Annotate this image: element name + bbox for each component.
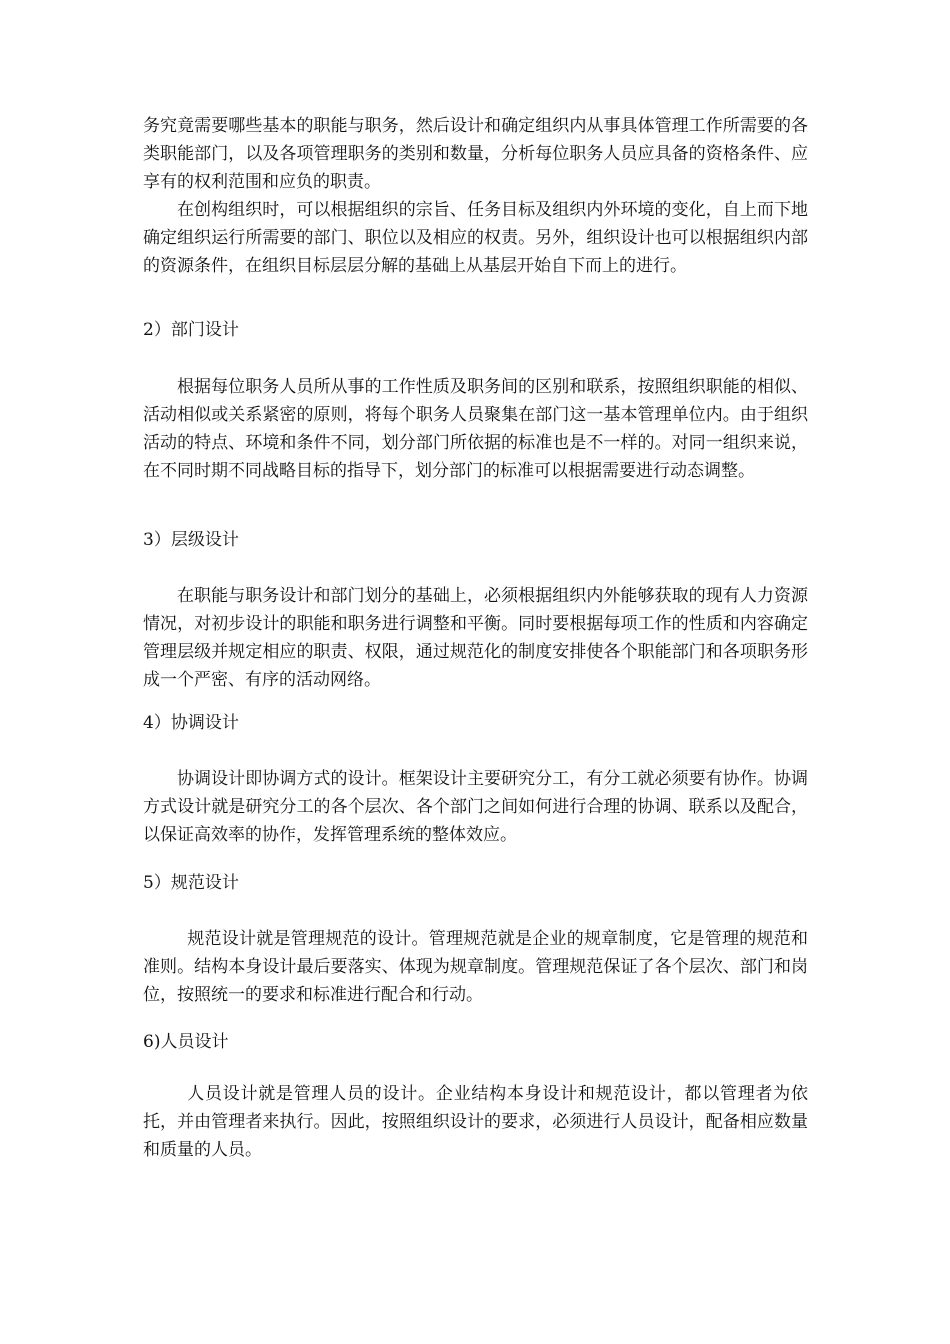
level-design-paragraph: 在职能与职务设计和部门划分的基础上，必须根据组织内外能够获取的现有人力资源情况，对初步设计的职能和职务进行调整和平衡。同时要根据每项工作的性质和内容确定管理层级并规定相应的职责、权限，通过规范化的制度安排使各个职能部门和各项职务形成一个严密、有序的活动网络。 — [143, 586, 808, 690]
section-heading-staff-design: 6)人员设计 — [143, 1032, 229, 1052]
section-heading-level-design: 3）层级设计 — [143, 530, 239, 550]
staff-design-paragraph: 人员设计就是管理人员的设计。企业结构本身设计和规范设计，都以管理者为依托，并由管理者来执行。因此，按照组织设计的要求，必须进行人员设计，配备相应数量和质量的人员。 — [143, 1084, 808, 1160]
section-heading-coordination-design: 4）协调设计 — [143, 713, 239, 733]
create-organization-paragraph: 在创构组织时，可以根据组织的宗旨、任务目标及组织内外环境的变化，自上而下地确定组织运行所需要的部门、职位以及相应的权责。另外，组织设计也可以根据组织内部的资源条件，在组织目标层层分解的基础上从基层开始自下而上的进行。 — [143, 200, 808, 276]
coordination-design-paragraph: 协调设计即协调方式的设计。框架设计主要研究分工，有分工就必须要有协作。协调方式设计就是研究分工的各个层次、各个部门之间如何进行合理的协调、联系以及配合，以保证高效率的协作，发挥管理系统的整体效应。 — [143, 769, 808, 845]
intro-paragraph: 务究竟需要哪些基本的职能与职务，然后设计和确定组织内从事具体管理工作所需要的各类职能部门，以及各项管理职务的类别和数量，分析每位职务人员应具备的资格条件、应享有的权利范围和应负的职责。 — [143, 116, 808, 192]
section-heading-department-design: 2）部门设计 — [143, 320, 239, 340]
department-design-paragraph: 根据每位职务人员所从事的工作性质及职务间的区别和联系，按照组织职能的相似、活动相似或关系紧密的原则，将每个职务人员聚集在部门这一基本管理单位内。由于组织活动的特点、环境和条件不同，划分部门所依据的标准也是不一样的。对同一组织来说，在不同时期不同战略目标的指导下，划分部门的标准可以根据需要进行动态调整。 — [143, 377, 808, 481]
section-heading-norm-design: 5）规范设计 — [143, 873, 239, 893]
norm-design-paragraph: 规范设计就是管理规范的设计。管理规范就是企业的规章制度，它是管理的规范和准则。结构本身设计最后要落实、体现为规章制度。管理规范保证了各个层次、部门和岗位，按照统一的要求和标准进行配合和行动。 — [143, 929, 808, 1005]
